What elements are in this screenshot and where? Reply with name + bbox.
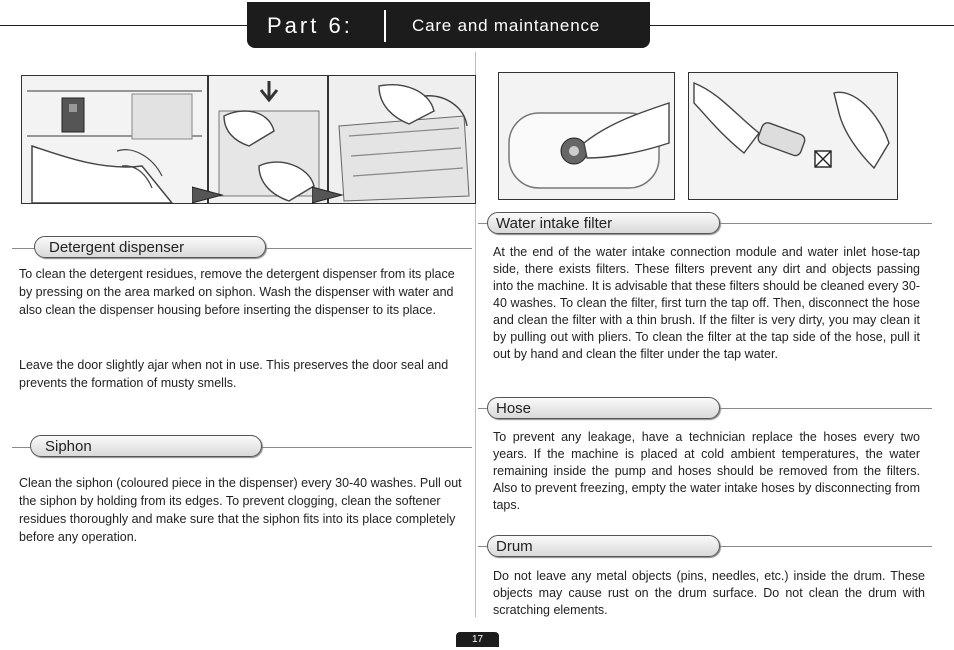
section-heading-hose: Hose (487, 397, 720, 419)
arrow-icon (192, 183, 232, 207)
section-heading-detergent-dispenser: Detergent dispenser (34, 236, 266, 258)
section-heading-water-intake-filter: Water intake filter (487, 212, 720, 234)
siphon-paragraph: Clean the siphon (coloured piece in the dispenser) every 30-40 washes. Pull out the siphon by holding from its edges. To prevent clogging, clean the softener residues thoroughly and make sure that the siphon fits into its place completely before any operation. (19, 476, 462, 544)
arrow-icon (312, 183, 352, 207)
header-divider (384, 10, 386, 42)
page-number: 17 (456, 632, 499, 647)
section-heading-siphon: Siphon (30, 435, 262, 457)
page-header (247, 2, 650, 48)
section-heading-drum: Drum (487, 535, 720, 557)
detergent-paragraph-2: Leave the door slightly ajar when not in use. This preserves the door seal and prevents the formation of musty smells. (19, 358, 449, 390)
detergent-paragraph-1: To clean the detergent residues, remove the detergent dispenser from its place by pressing on the area marked on siphon. Wash the dispenser with water and also clean the dispenser housing before inserting the dispenser to its place. (19, 267, 455, 317)
filter-photo-1 (498, 72, 675, 200)
hose-paragraph: To prevent any leakage, have a technician replace the hoses every two years. If the machine is placed at cold ambient temperatures, the water remaining inside the pump and hoses should be removed from the filters. Also to prevent freezing, empty the water intake hoses by disconnecting from taps. (493, 430, 920, 512)
filter-paragraph: At the end of the water intake connection module and water inlet hose-tap side, there exists filters. These filters prevent any dirt and objects passing into the machine. It is advisable that these filters should be cleaned every 30-40 washes. To clean the filter, first turn the tap off. Then, disconnect the hose and clean the filter with a thin brush. If the filter is very dirty, you may clean it by pulling out with pliers. To clean the filter at the tap side of the hose, pull it out by hand and clean the filter under the tap water. (493, 245, 920, 361)
header-rule-right (648, 25, 954, 26)
drum-paragraph: Do not leave any metal objects (pins, needles, etc.) inside the drum. These objects may cause rust on the drum surface. Do not clean the drum with scratching elements. (493, 569, 925, 617)
dispenser-photo-1 (21, 75, 208, 204)
header-title: Care and maintanence (412, 16, 601, 35)
header-rule-left (0, 25, 250, 26)
filter-photo-2 (688, 72, 898, 200)
header-part-label: Part 6: (267, 13, 353, 38)
